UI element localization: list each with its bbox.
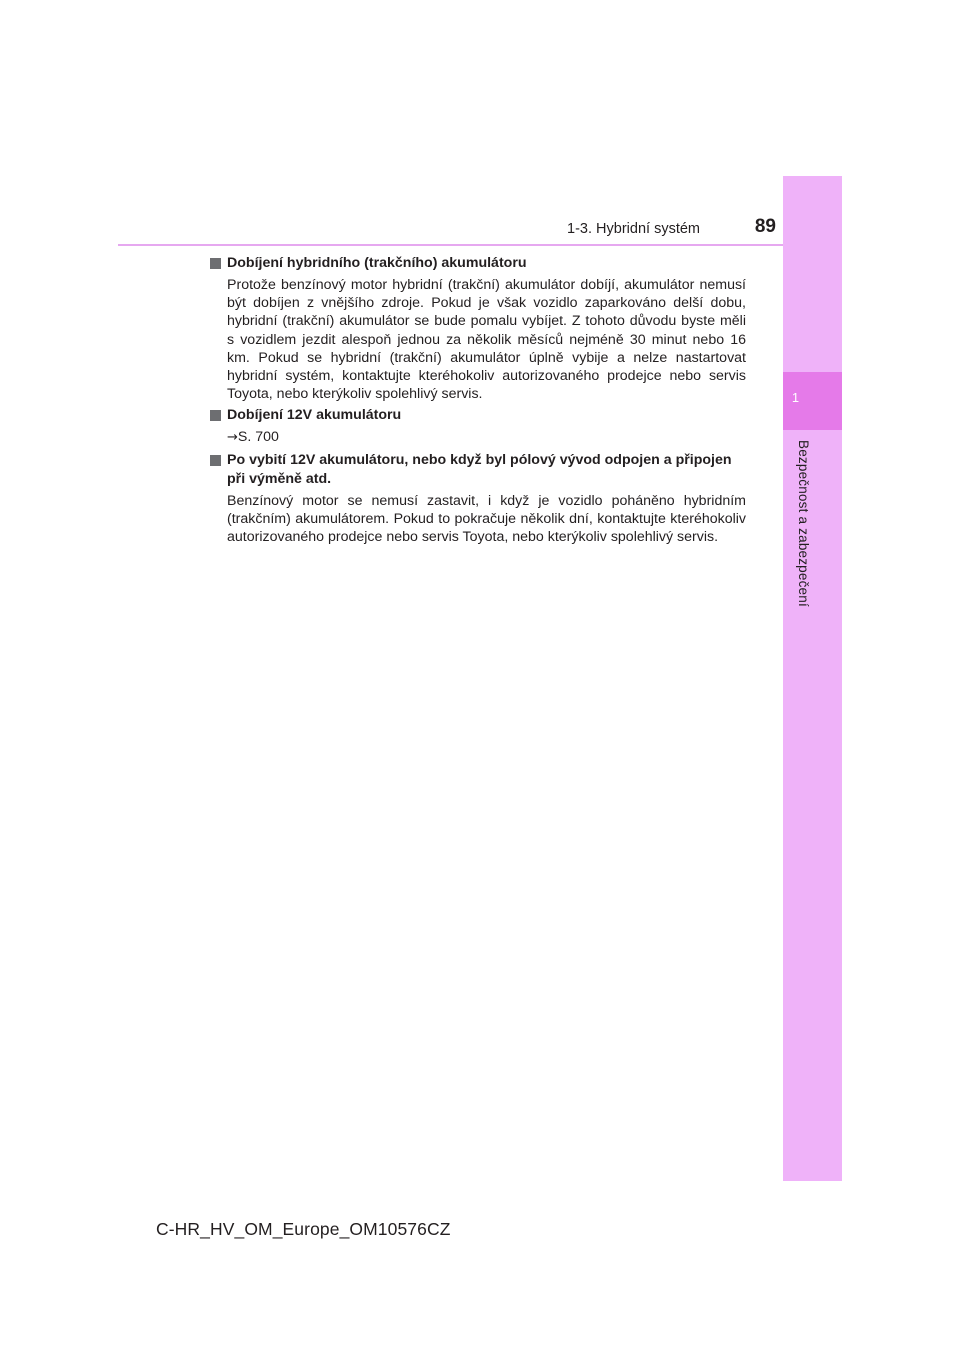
section-body: Benzínový motor se nemusí zastavit, i když je vozidlo poháněno hybridním (trakčním) akumulátorem. Pokud to pokračuje několik dní, kontaktujte kteréhokoliv autorizovaného prodejce nebo servis Toyota, nebo kterýkoliv spolehlivý servis.: [227, 492, 746, 546]
page-number: 89: [754, 216, 776, 237]
heading-text: Dobíjení hybridního (trakčního) akumulátoru: [227, 255, 527, 271]
arrow-right-icon: →: [227, 430, 238, 446]
square-bullet-icon: [210, 258, 221, 269]
square-bullet-icon: [210, 455, 221, 466]
heading-text: Po vybití 12V akumulátoru, nebo když byl pólový vývod odpojen a připojen při výměně atd.: [227, 451, 732, 487]
header-divider: [118, 244, 783, 246]
page-content: [210, 254, 746, 549]
chapter-side-tab: [783, 176, 842, 1181]
page-reference-text: S. 700: [237, 429, 279, 446]
section-hybrid-battery-charging: [210, 254, 746, 403]
document-code: C-HR_HV_OM_Europe_OM10576CZ: [156, 1219, 451, 1239]
section-heading: [210, 254, 746, 273]
section-title: 1-3. Hybridní systém: [567, 221, 700, 237]
section-12v-battery-charging: [210, 406, 746, 447]
section-body: Protože benzínový motor hybridní (trakční) akumulátor dobíjí, akumulátor nemusí být dobíjen z vnějšího zdroje. Pokud je však vozidlo zaparkováno delší dobu, hybridní (trakční) akumulátor se bude pomalu vybíjet. Z tohoto důvodu byste měli s vozidlem jezdit alespoň jednou za několik měsíců nejméně 30 minut nebo 16 km. Pokud se hybridní (trakční) akumulátor úplně vybije a nelze nastartovat hybridní systém, kontaktujte kteréhokoliv autorizovaného prodejce nebo servis Toyota, nebo kterýkoliv spolehlivý servis.: [227, 277, 746, 403]
heading-text: Dobíjení 12V akumulátoru: [227, 407, 402, 424]
section-after-12v-discharge: [210, 451, 746, 547]
page-reference[interactable]: [210, 428, 746, 447]
section-heading: [210, 406, 746, 425]
section-heading: [210, 451, 746, 489]
chapter-number: 1: [791, 390, 800, 405]
chapter-title: Bezpečnost a zabezpečení: [796, 440, 811, 607]
square-bullet-icon: [210, 410, 221, 421]
